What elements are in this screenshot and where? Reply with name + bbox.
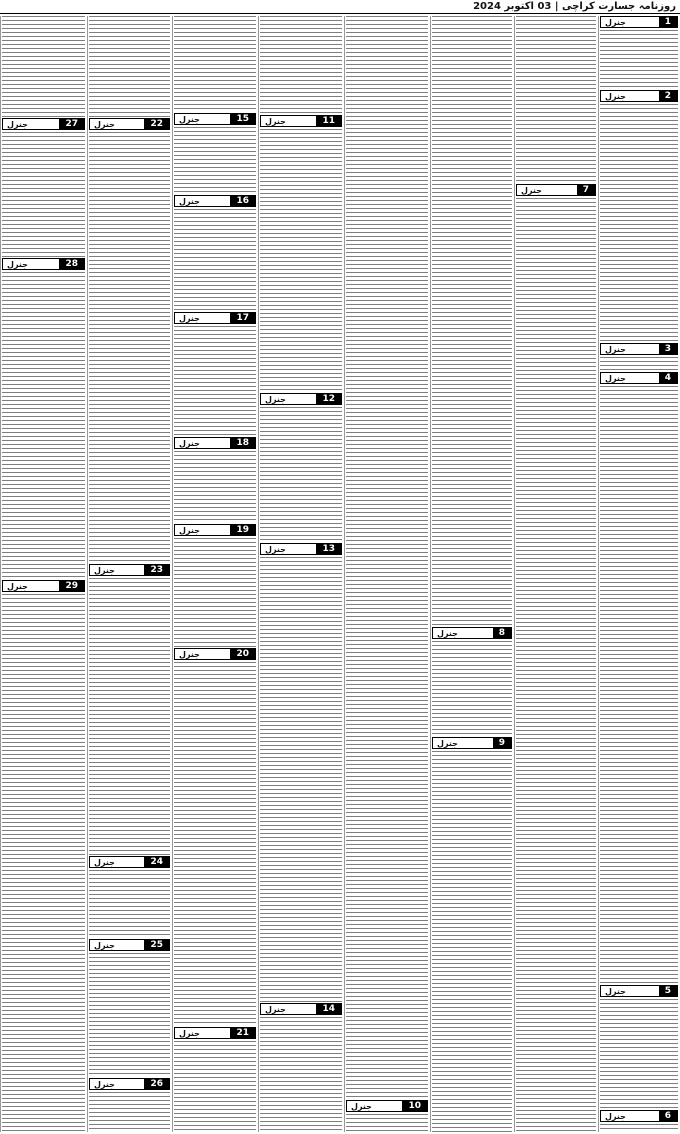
column-rule xyxy=(258,16,259,1132)
article-section-label: جنرل xyxy=(7,259,28,269)
article-body-text xyxy=(260,557,342,1002)
article-number: 2 xyxy=(659,91,677,101)
article-number: 23 xyxy=(144,565,169,575)
article-section-label: جنرل xyxy=(94,857,115,867)
article-number: 17 xyxy=(230,313,255,323)
article-body-text xyxy=(600,386,678,984)
article-section-label: جنرل xyxy=(605,1111,626,1121)
article-header xyxy=(89,856,170,868)
article-body-text xyxy=(260,407,342,542)
article-section-label: جنرل xyxy=(179,196,200,206)
article-header xyxy=(600,16,678,28)
article-header xyxy=(260,543,342,555)
article-header xyxy=(600,90,678,102)
article-number: 4 xyxy=(659,373,677,383)
column-rule xyxy=(172,16,173,1132)
article-section-label: جنرل xyxy=(437,738,458,748)
article-column xyxy=(0,16,87,1132)
article-header xyxy=(89,1078,170,1090)
article-number: 25 xyxy=(144,940,169,950)
article-number: 24 xyxy=(144,857,169,867)
article-number: 16 xyxy=(230,196,255,206)
article-number: 21 xyxy=(230,1028,255,1038)
article-section-label: جنرل xyxy=(605,91,626,101)
article-header xyxy=(600,1110,678,1122)
article-number: 12 xyxy=(316,394,341,404)
article-section-label: جنرل xyxy=(179,525,200,535)
article-body-text xyxy=(174,326,256,436)
article-header xyxy=(260,115,342,127)
article-section-label: جنرل xyxy=(351,1101,372,1111)
article-number: 26 xyxy=(144,1079,169,1089)
article-section-label: جنرل xyxy=(94,940,115,950)
column-rule xyxy=(430,16,431,1132)
article-header xyxy=(174,524,256,536)
article-header xyxy=(174,648,256,660)
article-body-text xyxy=(2,132,85,257)
article-body-text xyxy=(432,16,512,626)
article-header xyxy=(89,118,170,130)
article-column xyxy=(514,16,598,1132)
article-header xyxy=(600,343,678,355)
article-body-text xyxy=(346,16,428,1099)
article-section-label: جنرل xyxy=(179,114,200,124)
article-header xyxy=(174,312,256,324)
article-body-text xyxy=(600,1124,678,1132)
article-body-text xyxy=(89,578,170,855)
article-header xyxy=(2,580,85,592)
article-section-label: جنرل xyxy=(94,565,115,575)
article-section-label: جنرل xyxy=(605,373,626,383)
article-column xyxy=(258,16,344,1132)
article-body-text xyxy=(346,1114,428,1132)
article-number: 1 xyxy=(659,17,677,27)
article-number: 9 xyxy=(493,738,511,748)
article-header xyxy=(516,184,596,196)
article-body-text xyxy=(174,1041,256,1132)
article-number: 13 xyxy=(316,544,341,554)
article-body-text xyxy=(600,30,678,89)
article-body-text xyxy=(432,751,512,1132)
article-number: 5 xyxy=(659,986,677,996)
article-body-text xyxy=(89,16,170,117)
article-section-label: جنرل xyxy=(605,344,626,354)
article-header xyxy=(260,1003,342,1015)
article-header xyxy=(432,627,512,639)
article-header xyxy=(2,258,85,270)
article-number: 19 xyxy=(230,525,255,535)
column-rule xyxy=(598,16,599,1132)
article-number: 6 xyxy=(659,1111,677,1121)
article-body-text xyxy=(89,132,170,563)
article-column xyxy=(344,16,430,1132)
article-body-text xyxy=(174,538,256,647)
article-section-label: جنرل xyxy=(179,649,200,659)
article-body-text xyxy=(432,641,512,736)
article-section-label: جنرل xyxy=(94,1079,115,1089)
article-column xyxy=(87,16,172,1132)
article-section-label: جنرل xyxy=(179,313,200,323)
article-header xyxy=(174,113,256,125)
article-section-label: جنرل xyxy=(265,544,286,554)
article-header xyxy=(174,437,256,449)
article-section-label: جنرل xyxy=(179,1028,200,1038)
article-header xyxy=(346,1100,428,1112)
article-section-label: جنرل xyxy=(521,185,542,195)
article-body-text xyxy=(516,16,596,183)
article-number: 28 xyxy=(59,259,84,269)
masthead xyxy=(0,0,680,14)
article-number: 11 xyxy=(316,116,341,126)
article-header xyxy=(260,393,342,405)
article-number: 15 xyxy=(230,114,255,124)
article-body-text xyxy=(260,129,342,392)
article-header xyxy=(600,372,678,384)
article-body-text xyxy=(516,198,596,1132)
article-number: 14 xyxy=(316,1004,341,1014)
article-number: 3 xyxy=(659,344,677,354)
article-section-label: جنرل xyxy=(605,17,626,27)
article-section-label: جنرل xyxy=(7,119,28,129)
article-number: 8 xyxy=(493,628,511,638)
article-header xyxy=(89,939,170,951)
article-body-text xyxy=(600,999,678,1109)
article-body-text xyxy=(260,16,342,114)
column-rule xyxy=(87,16,88,1132)
article-body-text xyxy=(2,594,85,1132)
article-header xyxy=(174,1027,256,1039)
article-header xyxy=(600,985,678,997)
article-header xyxy=(432,737,512,749)
article-number: 22 xyxy=(144,119,169,129)
article-number: 10 xyxy=(402,1101,427,1111)
column-rule xyxy=(344,16,345,1132)
article-body-text xyxy=(260,1017,342,1132)
article-section-label: جنرل xyxy=(94,119,115,129)
article-number: 29 xyxy=(59,581,84,591)
article-body-text xyxy=(174,209,256,311)
article-header xyxy=(89,564,170,576)
article-column xyxy=(598,16,680,1132)
article-body-text xyxy=(600,357,678,371)
article-body-text xyxy=(89,1092,170,1132)
article-section-label: جنرل xyxy=(437,628,458,638)
article-section-label: جنرل xyxy=(605,986,626,996)
article-number: 20 xyxy=(230,649,255,659)
article-section-label: جنرل xyxy=(265,394,286,404)
article-section-label: جنرل xyxy=(7,581,28,591)
article-header xyxy=(174,195,256,207)
article-body-text xyxy=(174,127,256,194)
article-body-text xyxy=(2,16,85,117)
article-header xyxy=(2,118,85,130)
article-column xyxy=(430,16,514,1132)
article-number: 18 xyxy=(230,438,255,448)
column-rule xyxy=(514,16,515,1132)
article-column xyxy=(172,16,258,1132)
article-body-text xyxy=(174,451,256,523)
article-section-label: جنرل xyxy=(265,1004,286,1014)
column-rule xyxy=(0,16,1,1132)
article-section-label: جنرل xyxy=(265,116,286,126)
article-body-text xyxy=(2,272,85,579)
article-body-text xyxy=(89,953,170,1077)
article-number: 7 xyxy=(577,185,595,195)
article-section-label: جنرل xyxy=(179,438,200,448)
article-body-text xyxy=(89,870,170,938)
article-body-text xyxy=(600,104,678,342)
article-number: 27 xyxy=(59,119,84,129)
article-body-text xyxy=(174,662,256,1026)
article-body-text xyxy=(174,16,256,112)
masthead-title: روزنامہ جسارت کراچی | 03 اکتوبر 2024 xyxy=(473,1,676,12)
